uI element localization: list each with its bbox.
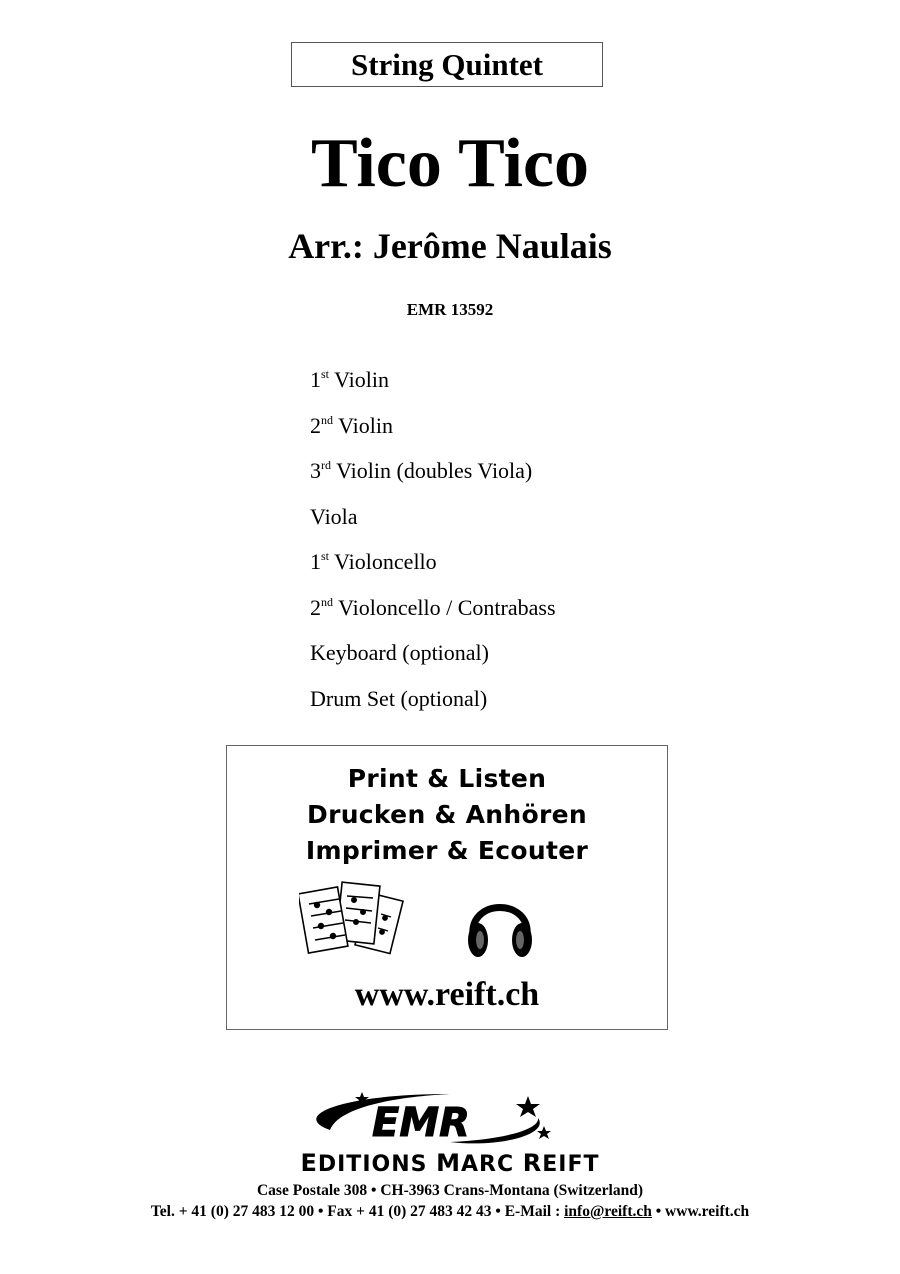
part-item: 1st Violin [310,367,390,392]
print-listen-box [226,745,668,1030]
part-item: 2nd Violin [310,412,394,438]
emr-logo [300,1090,560,1152]
headphones-icon [465,884,535,962]
arranger: Arr.: Jerôme Naulais [288,226,612,266]
promo-french: Imprimer & Ecouter [305,836,589,865]
contact-phone-fax: Tel. + 41 (0) 27 483 12 00 • Fax + 41 (0) 27 483 42 43 • E-Mail : [150,1203,565,1220]
part-item: 1st Violoncello [310,549,437,574]
contact-website: • www.reift.ch [651,1203,750,1220]
part-item: 3rd Violin (doubles Viola) [310,458,533,483]
parts-list [310,352,556,716]
sheet-music-icon [299,878,411,968]
catalog-number: EMR 13592 [406,300,494,319]
publisher-name: EDITIONS MARC REIFT [300,1149,600,1177]
promo-english: Print & Listen [347,764,547,793]
logo-text: EMR [372,1100,470,1146]
part-item: Keyboard (optional) [310,640,489,665]
ensemble-box [291,42,603,87]
part-item: Viola [310,503,358,529]
promo-german: Drucken & Anhören [307,800,587,829]
publisher-contact [0,1201,900,1223]
ensemble-label: String Quintet [350,46,544,82]
email-link[interactable]: info@reift.ch [564,1203,652,1220]
piece-title: Tico Tico [310,125,590,202]
promo-url: www.reift.ch [354,976,540,1013]
part-item: Drum Set (optional) [310,685,488,711]
part-item: 2nd Violoncello / Contrabass [310,594,556,620]
publisher-address: Case Postale 308 • CH-3963 Crans-Montana (Switzerland) [256,1182,643,1199]
